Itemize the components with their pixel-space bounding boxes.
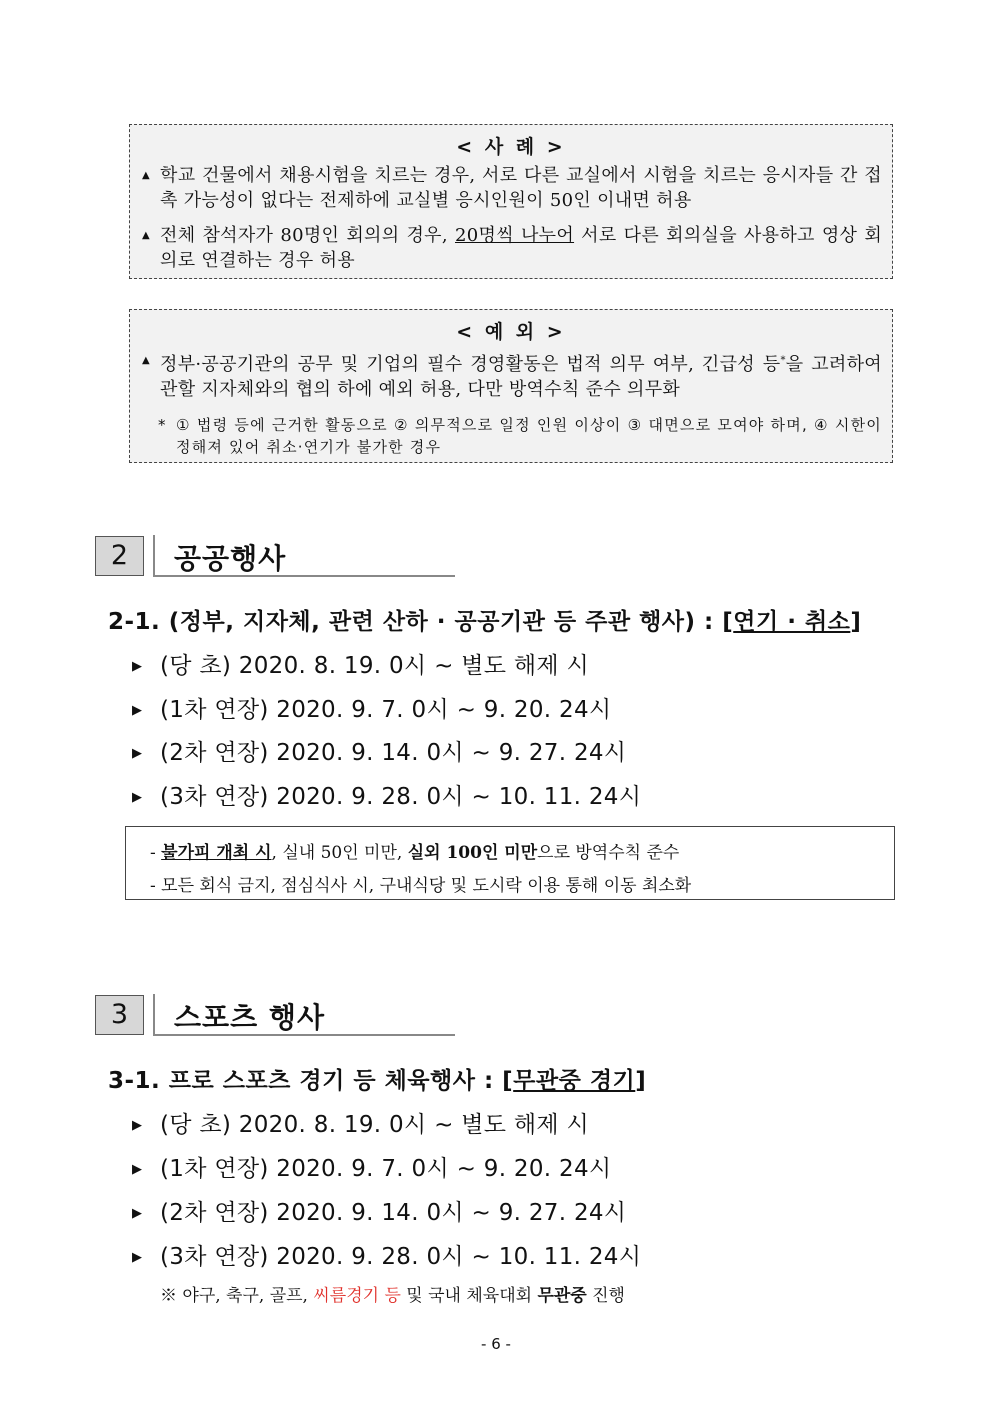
page-number: - 6 -: [481, 1335, 511, 1353]
play-triangle-icon: ▶: [132, 1206, 143, 1221]
section-2-subtitle-a: 2-1. (정부, 지자체, 관련 산하 · 공공기관 등 주관 행사) : [: [108, 609, 734, 635]
exception-note: [130, 414, 892, 458]
play-triangle-icon: ▶: [132, 1162, 143, 1177]
info-line-1-c: 으로 방역수칙 준수: [537, 843, 680, 863]
exception-box: [129, 309, 893, 463]
section-3-footnote: [160, 1281, 625, 1306]
schedule-item: [132, 1194, 626, 1227]
info-line-1-a: , 실내 50인 미만,: [271, 843, 408, 863]
section-2-title: 공공행사: [174, 542, 287, 575]
schedule-text: (당 초) 2020. 8. 19. 0시 ~ 별도 해제 시: [160, 1112, 590, 1138]
footnote-b: 및 국내 체육대회: [400, 1286, 538, 1306]
footnote-bold: 무관중: [537, 1286, 587, 1306]
schedule-text: (당 초) 2020. 8. 19. 0시 ~ 별도 해제 시: [160, 653, 590, 679]
case-item-1: [130, 163, 892, 213]
schedule-item: [132, 1106, 589, 1139]
schedule-text: (2차 연장) 2020. 9. 14. 0시 ~ 9. 27. 24시: [160, 1200, 627, 1226]
triangle-bullet-icon: ▲: [142, 230, 150, 241]
triangle-bullet-icon: ▲: [142, 170, 150, 181]
asterisk-marker: *: [158, 416, 167, 434]
exception-item-1: [130, 348, 892, 402]
section-3-number: 3: [95, 995, 144, 1035]
info-line-1: [150, 838, 679, 863]
play-triangle-icon: ▶: [132, 659, 143, 674]
info-line-2: - 모든 회식 금지, 점심식사 시, 구내식당 및 도시락 이용 통해 이동 최소화: [150, 876, 692, 896]
schedule-text: (2차 연장) 2020. 9. 14. 0시 ~ 9. 27. 24시: [160, 740, 627, 766]
schedule-item: [132, 691, 611, 724]
play-triangle-icon: ▶: [132, 790, 143, 805]
exception-note-text: ① 법령 등에 근거한 활동으로 ② 의무적으로 일정 인원 이상이 ③ 대면으로 모여야 하며, ④ 시한이 정해져 있어 취소·연기가 불가한 경우: [176, 416, 882, 456]
section-3-divider: [153, 994, 155, 1036]
section-3-subtitle-underlined: 무관중 경기: [513, 1068, 636, 1094]
schedule-item: [132, 734, 626, 767]
schedule-text: (3차 연장) 2020. 9. 28. 0시 ~ 10. 11. 24시: [160, 784, 642, 810]
section-2-subtitle-underlined: 연기 · 취소: [733, 609, 851, 635]
footnote-c: 진행: [586, 1286, 625, 1306]
section-2-info-box: [125, 826, 895, 900]
schedule-text: (1차 연장) 2020. 9. 7. 0시 ~ 9. 20. 24시: [160, 1156, 612, 1182]
section-2-divider: [153, 535, 155, 577]
schedule-item: [132, 778, 641, 811]
schedule-item: [132, 647, 589, 680]
case-item-2-text-b: 서로 다른 회의실을 사용하고 영상 회의로 연결하는 경우 허용: [160, 225, 883, 271]
triangle-bullet-icon: ▲: [142, 355, 150, 366]
exception-footnote-mark: *: [780, 355, 786, 366]
section-2-subtitle-b: ]: [850, 609, 862, 635]
case-item-2: [130, 223, 892, 273]
case-item-2-underlined: 20명씩 나누어: [455, 225, 575, 246]
section-3-subtitle: [108, 1062, 646, 1095]
schedule-item: [132, 1238, 641, 1271]
exception-item-1-text-b: 을 고려하여 관할 지자체와의 협의 하에 예외 허용, 다만 방역수칙 준수 의무화: [160, 354, 882, 400]
play-triangle-icon: ▶: [132, 1250, 143, 1265]
case-box-title: < 사 례 >: [456, 136, 566, 158]
section-3-subtitle-b: ]: [635, 1068, 647, 1094]
schedule-text: (3차 연장) 2020. 9. 28. 0시 ~ 10. 11. 24시: [160, 1244, 642, 1270]
footnote-red: 씨름경기 등: [313, 1286, 401, 1306]
exception-item-1-text-a: 정부·공공기관의 공무 및 기업의 필수 경영활동은 법적 의무 여부, 긴급성 등: [160, 354, 781, 375]
section-2-number: 2: [95, 536, 144, 576]
schedule-item: [132, 1150, 611, 1183]
section-3-subtitle-a: 3-1. 프로 스포츠 경기 등 체육행사 : [: [108, 1068, 514, 1094]
play-triangle-icon: ▶: [132, 1118, 143, 1133]
info-dash: -: [150, 843, 162, 863]
case-item-1-text: 학교 건물에서 채용시험을 치르는 경우, 서로 다른 교실에서 시험을 치르는 응시자들 간 접촉 가능성이 없다는 전제하에 교실별 응시인원이 50인 이내면 허용: [160, 165, 882, 211]
footnote-a: ※ 야구, 축구, 골프,: [160, 1286, 314, 1306]
section-2-subtitle: [108, 603, 861, 636]
info-line-1-bold: 실외 100인 미만: [407, 843, 538, 863]
case-item-2-text-a: 전체 참석자가 80명인 회의의 경우,: [160, 225, 455, 246]
play-triangle-icon: ▶: [132, 746, 143, 761]
case-box: [129, 124, 893, 279]
play-triangle-icon: ▶: [132, 703, 143, 718]
exception-box-title: < 예 외 >: [456, 321, 566, 343]
schedule-text: (1차 연장) 2020. 9. 7. 0시 ~ 9. 20. 24시: [160, 697, 612, 723]
info-line-1-underlined: 불가피 개최 시: [161, 843, 272, 863]
section-3-title: 스포츠 행사: [174, 1001, 325, 1034]
